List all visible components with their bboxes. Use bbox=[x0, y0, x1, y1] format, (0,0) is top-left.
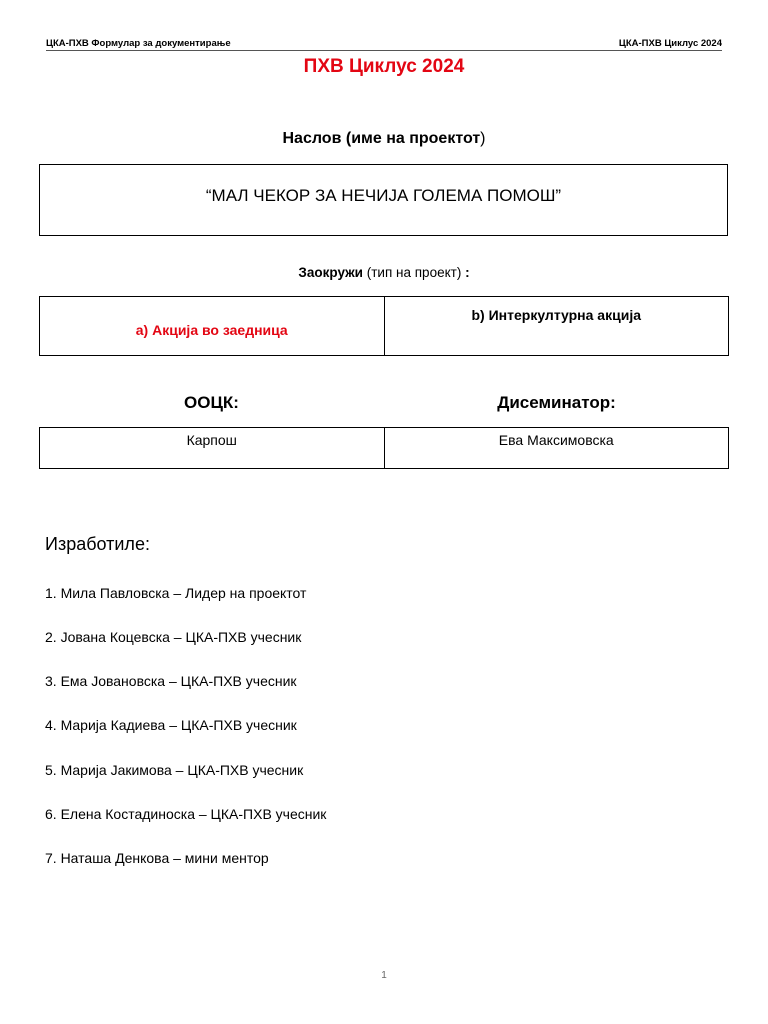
project-type-option-a[interactable]: а) Акција во заедница bbox=[40, 297, 385, 356]
project-title-label-text: Наслов (име на проектот bbox=[282, 130, 481, 147]
member-list-item: 7. Наташа Денкова – мини ментор bbox=[45, 850, 269, 866]
info-row bbox=[40, 428, 729, 469]
project-name-box bbox=[39, 164, 728, 236]
project-type-label-bold: Заокружи bbox=[298, 265, 363, 280]
info-table bbox=[39, 427, 729, 469]
project-type-row bbox=[40, 297, 729, 356]
project-type-label-rest: (тип на проект) bbox=[363, 265, 466, 280]
member-list-item: 1. Мила Павловска – Лидер на проектот bbox=[45, 585, 307, 601]
disseminator-value: Ева Максимовска bbox=[384, 428, 729, 469]
disseminator-label: Дисеминатор: bbox=[497, 393, 616, 412]
project-type-label-colon: : bbox=[465, 265, 470, 280]
page-number: 1 bbox=[381, 970, 387, 981]
document-title: ПХВ Циклус 2024 bbox=[303, 56, 465, 77]
project-name: “МАЛ ЧЕКОР ЗА НЕЧИЈА ГОЛЕМА ПОМОШ” bbox=[205, 186, 562, 205]
member-list-item: 5. Марија Јакимова – ЦКА-ПХВ учесник bbox=[45, 762, 304, 778]
member-list-item: 2. Јована Коцевска – ЦКА-ПХВ учесник bbox=[45, 629, 302, 645]
project-type-table bbox=[39, 296, 729, 356]
oock-label: ООЦК: bbox=[184, 393, 239, 412]
project-type-label bbox=[0, 265, 768, 280]
header-cycle: ЦКА-ПХВ Циклус 2024 bbox=[618, 38, 722, 49]
member-list-item: 4. Марија Кадиева – ЦКА-ПХВ учесник bbox=[45, 717, 297, 733]
project-title-label bbox=[0, 130, 768, 148]
project-title-label-paren: ) bbox=[480, 130, 486, 147]
member-list-item: 6. Елена Костадиноска – ЦКА-ПХВ учесник bbox=[45, 806, 327, 822]
member-list-item: 3. Ема Јовановска – ЦКА-ПХВ учесник bbox=[45, 673, 297, 689]
header-form-title: ЦКА-ПХВ Формулар за документирање bbox=[46, 38, 231, 49]
made-by-label: Изработиле: bbox=[45, 534, 150, 554]
header-divider bbox=[46, 50, 722, 51]
project-type-option-b[interactable]: b) Интеркултурна акција bbox=[384, 297, 729, 356]
oock-value: Карпош bbox=[40, 428, 385, 469]
